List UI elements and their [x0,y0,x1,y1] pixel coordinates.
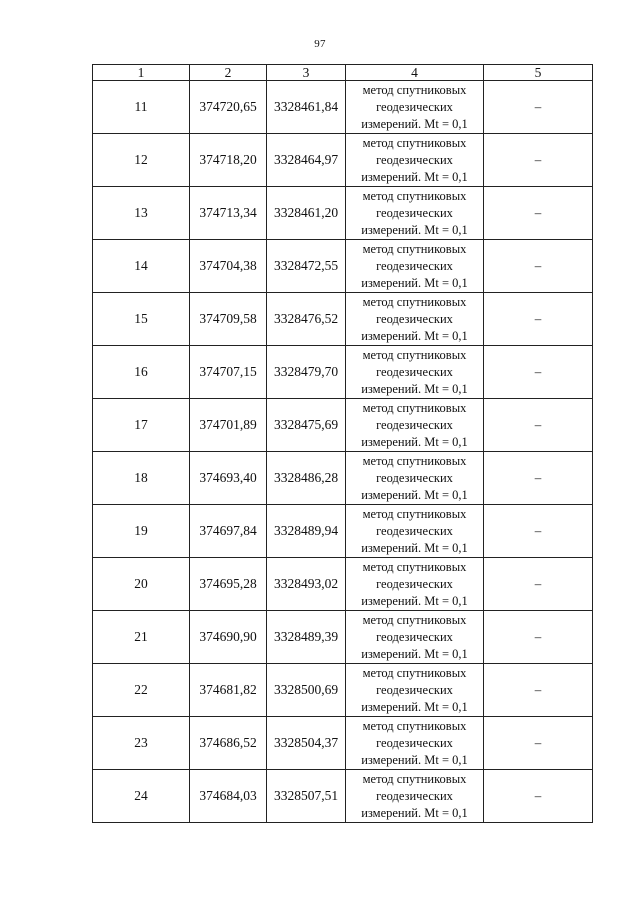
x-coordinate-cell: 374718,20 [190,134,267,187]
note-cell: – [484,240,593,293]
y-coordinate-cell: 3328476,52 [267,293,346,346]
method-text-line: метод спутниковых [362,347,467,362]
x-coordinate-cell: 374707,15 [190,346,267,399]
x-coordinate-cell: 374709,58 [190,293,267,346]
method-cell [346,717,484,770]
note-cell: – [484,134,593,187]
method-text-line: метод спутниковых [362,241,467,256]
method-text-line: метод спутниковых [362,294,467,309]
method-cell [346,611,484,664]
method-text-line: геодезических [376,629,453,644]
point-number-cell: 20 [93,558,190,611]
y-coordinate-cell: 3328475,69 [267,399,346,452]
method-text-line: измерений. Mt = 0,1 [361,752,468,767]
method-text-line: геодезических [376,99,453,114]
point-number-cell: 24 [93,770,190,823]
table-row [93,611,593,664]
method-text-line: метод спутниковых [362,188,467,203]
method-text-line: метод спутниковых [362,506,467,521]
note-cell: – [484,664,593,717]
point-number-cell: 22 [93,664,190,717]
method-text-line: измерений. Mt = 0,1 [361,805,468,820]
method-text-line: измерений. Mt = 0,1 [361,328,468,343]
x-coordinate-cell: 374681,82 [190,664,267,717]
method-text-line: геодезических [376,417,453,432]
table-row [93,558,593,611]
method-text-line: метод спутниковых [362,612,467,627]
method-text-line: геодезических [376,258,453,273]
table-row [93,717,593,770]
method-text-line: геодезических [376,364,453,379]
method-text-line: геодезических [376,576,453,591]
note-cell: – [484,717,593,770]
header-col-5: 5 [484,65,593,81]
y-coordinate-cell: 3328472,55 [267,240,346,293]
point-number-cell: 17 [93,399,190,452]
page-number: 97 [314,38,326,50]
method-text-line: геодезических [376,523,453,538]
method-cell [346,770,484,823]
note-cell: – [484,187,593,240]
table-header [93,65,593,81]
table-row [93,81,593,134]
method-cell [346,558,484,611]
coordinates-table [92,64,593,823]
point-number-cell: 14 [93,240,190,293]
method-text-line: геодезических [376,735,453,750]
method-text-line: геодезических [376,152,453,167]
header-col-1: 1 [93,65,190,81]
method-text-line: измерений. Mt = 0,1 [361,222,468,237]
y-coordinate-cell: 3328489,39 [267,611,346,664]
note-cell: – [484,770,593,823]
point-number-cell: 19 [93,505,190,558]
table-row [93,187,593,240]
y-coordinate-cell: 3328486,28 [267,452,346,505]
x-coordinate-cell: 374695,28 [190,558,267,611]
method-cell [346,187,484,240]
y-coordinate-cell: 3328507,51 [267,770,346,823]
x-coordinate-cell: 374713,34 [190,187,267,240]
header-col-3: 3 [267,65,346,81]
method-cell [346,240,484,293]
method-text-line: метод спутниковых [362,771,467,786]
note-cell: – [484,293,593,346]
method-text-line: измерений. Mt = 0,1 [361,169,468,184]
y-coordinate-cell: 3328500,69 [267,664,346,717]
header-col-4: 4 [346,65,484,81]
note-cell: – [484,81,593,134]
method-cell [346,346,484,399]
method-text-line: измерений. Mt = 0,1 [361,116,468,131]
method-text-line: измерений. Mt = 0,1 [361,646,468,661]
method-text-line: геодезических [376,682,453,697]
point-number-cell: 12 [93,134,190,187]
y-coordinate-cell: 3328489,94 [267,505,346,558]
method-cell [346,664,484,717]
x-coordinate-cell: 374693,40 [190,452,267,505]
point-number-cell: 23 [93,717,190,770]
method-text-line: метод спутниковых [362,400,467,415]
point-number-cell: 15 [93,293,190,346]
method-cell [346,81,484,134]
header-row [93,65,593,81]
x-coordinate-cell: 374697,84 [190,505,267,558]
x-coordinate-cell: 374686,52 [190,717,267,770]
y-coordinate-cell: 3328461,84 [267,81,346,134]
table-row [93,293,593,346]
method-cell [346,399,484,452]
point-number-cell: 13 [93,187,190,240]
method-text-line: измерений. Mt = 0,1 [361,540,468,555]
method-text-line: геодезических [376,470,453,485]
y-coordinate-cell: 3328504,37 [267,717,346,770]
method-cell [346,134,484,187]
method-text-line: измерений. Mt = 0,1 [361,434,468,449]
method-text-line: метод спутниковых [362,82,467,97]
note-cell: – [484,611,593,664]
table-row [93,452,593,505]
note-cell: – [484,346,593,399]
method-text-line: метод спутниковых [362,559,467,574]
method-text-line: измерений. Mt = 0,1 [361,593,468,608]
y-coordinate-cell: 3328461,20 [267,187,346,240]
note-cell: – [484,505,593,558]
y-coordinate-cell: 3328464,97 [267,134,346,187]
method-text-line: измерений. Mt = 0,1 [361,487,468,502]
method-cell [346,293,484,346]
table-row [93,399,593,452]
x-coordinate-cell: 374701,89 [190,399,267,452]
note-cell: – [484,558,593,611]
y-coordinate-cell: 3328493,02 [267,558,346,611]
method-text-line: измерений. Mt = 0,1 [361,275,468,290]
table-row [93,664,593,717]
table-row [93,505,593,558]
x-coordinate-cell: 374704,38 [190,240,267,293]
header-col-2: 2 [190,65,267,81]
method-text-line: геодезических [376,788,453,803]
method-text-line: измерений. Mt = 0,1 [361,699,468,714]
method-cell [346,505,484,558]
method-text-line: измерений. Mt = 0,1 [361,381,468,396]
point-number-cell: 21 [93,611,190,664]
table-row [93,346,593,399]
x-coordinate-cell: 374690,90 [190,611,267,664]
table-row [93,770,593,823]
method-cell [346,452,484,505]
y-coordinate-cell: 3328479,70 [267,346,346,399]
method-text-line: метод спутниковых [362,135,467,150]
point-number-cell: 16 [93,346,190,399]
x-coordinate-cell: 374720,65 [190,81,267,134]
table-row [93,240,593,293]
method-text-line: метод спутниковых [362,718,467,733]
note-cell: – [484,399,593,452]
note-cell: – [484,452,593,505]
table-row [93,134,593,187]
method-text-line: геодезических [376,311,453,326]
table-body [93,81,593,823]
point-number-cell: 18 [93,452,190,505]
method-text-line: геодезических [376,205,453,220]
x-coordinate-cell: 374684,03 [190,770,267,823]
method-text-line: метод спутниковых [362,453,467,468]
method-text-line: метод спутниковых [362,665,467,680]
point-number-cell: 11 [93,81,190,134]
